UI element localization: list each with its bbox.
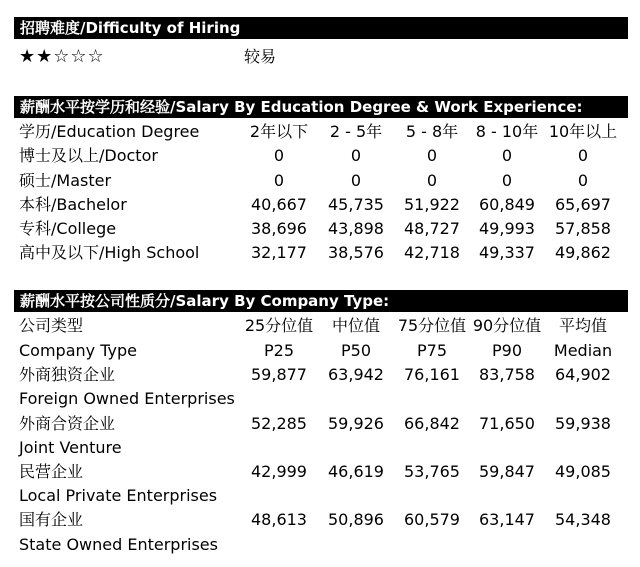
row-value: 46,619 [328, 462, 384, 481]
company-column-header-row-cn [0, 314, 640, 338]
company-col-p90-en: P90 [491, 341, 522, 360]
education-col-degree: 学历/Education Degree [19, 122, 200, 141]
row-value: 71,650 [479, 414, 535, 433]
row-label: 本科/Bachelor [19, 195, 127, 214]
row-value: 66,842 [404, 414, 460, 433]
company-col-p50-en: P50 [340, 341, 371, 360]
row-value: 0 [426, 171, 438, 190]
row-value: 83,758 [479, 365, 535, 384]
row-label-en: Local Private Enterprises [19, 486, 218, 505]
row-label: 博士及以上/Doctor [19, 146, 158, 165]
row-value: 49,862 [555, 243, 611, 262]
rating-text: 较易 [244, 47, 277, 66]
company-column-header-row-en [0, 339, 640, 363]
row-value: 57,858 [555, 219, 611, 238]
row-value: 0 [577, 171, 589, 190]
row-value: 59,938 [555, 414, 611, 433]
row-value: 76,161 [404, 365, 460, 384]
row-value: 52,285 [251, 414, 307, 433]
company-col-p25-cn: 25分位值 [244, 316, 314, 335]
table-row [0, 508, 640, 532]
company-col-median-en: Median [553, 341, 613, 360]
company-col-p50-cn: 中位值 [331, 316, 380, 335]
row-value: 63,942 [328, 365, 384, 384]
difficulty-rating-row [0, 44, 640, 68]
row-value: 60,849 [479, 195, 535, 214]
row-value: 38,576 [328, 243, 384, 262]
row-value: 43,898 [328, 219, 384, 238]
education-col-2-5: 2 - 5年 [329, 122, 383, 141]
company-col-p25-en: P25 [263, 341, 294, 360]
table-row [0, 412, 640, 436]
row-value: 59,877 [251, 365, 307, 384]
row-label-cn: 国有企业 [19, 510, 84, 529]
table-row-en-label [0, 436, 640, 460]
row-label-cn: 外商独资企业 [19, 365, 116, 384]
row-value: 0 [350, 146, 362, 165]
company-col-p75-cn: 75分位值 [397, 316, 467, 335]
row-value: 50,896 [328, 510, 384, 529]
company-header: 薪酬水平按公司性质分/Salary By Company Type: [14, 290, 628, 312]
row-value: 40,667 [251, 195, 307, 214]
rating-stars: ★★☆☆☆ [19, 46, 105, 67]
education-column-header-row [0, 120, 640, 144]
row-value: 38,696 [251, 219, 307, 238]
company-col-p90-cn: 90分位值 [472, 316, 542, 335]
row-value: 0 [426, 146, 438, 165]
row-value: 49,993 [479, 219, 535, 238]
table-row-en-label [0, 533, 640, 557]
table-row [0, 363, 640, 387]
table-row [0, 217, 640, 241]
row-value: 0 [273, 171, 285, 190]
education-col-5-8: 5 - 8年 [405, 122, 459, 141]
row-label-en: Foreign Owned Enterprises [19, 389, 235, 408]
row-value: 51,922 [404, 195, 460, 214]
company-col-type-cn: 公司类型 [19, 316, 84, 335]
row-value: 65,697 [555, 195, 611, 214]
row-value: 59,926 [328, 414, 384, 433]
row-label-en: State Owned Enterprises [19, 535, 218, 554]
table-row [0, 241, 640, 265]
row-label: 硕士/Master [19, 171, 112, 190]
row-value: 60,579 [404, 510, 460, 529]
row-value: 48,727 [404, 219, 460, 238]
table-row [0, 144, 640, 168]
row-label-en: Joint Venture [19, 438, 122, 457]
row-label: 专科/College [19, 219, 117, 238]
row-label: 高中及以下/High School [19, 243, 200, 262]
row-value: 64,902 [555, 365, 611, 384]
row-value: 0 [501, 146, 513, 165]
table-row-en-label [0, 387, 640, 411]
education-col-under-2: 2年以下 [249, 122, 309, 141]
row-value: 54,348 [555, 510, 611, 529]
education-header: 薪酬水平按学历和经验/Salary By Education Degree & Work Experience: [14, 96, 628, 118]
row-value: 0 [501, 171, 513, 190]
company-col-type-en: Company Type [19, 341, 137, 360]
row-value: 49,085 [555, 462, 611, 481]
row-value: 48,613 [251, 510, 307, 529]
education-col-over-10: 10年以上 [548, 122, 618, 141]
table-row [0, 193, 640, 217]
row-value: 53,765 [404, 462, 460, 481]
table-row [0, 169, 640, 193]
row-label-cn: 民营企业 [19, 462, 84, 481]
company-col-p75-en: P75 [416, 341, 447, 360]
row-value: 42,999 [251, 462, 307, 481]
row-value: 0 [273, 146, 285, 165]
table-row [0, 460, 640, 484]
table-row-en-label [0, 484, 640, 508]
difficulty-header: 招聘难度/Difficulty of Hiring [14, 17, 628, 39]
row-label-cn: 外商合资企业 [19, 414, 116, 433]
row-value: 59,847 [479, 462, 535, 481]
row-value: 45,735 [328, 195, 384, 214]
row-value: 0 [350, 171, 362, 190]
row-value: 42,718 [404, 243, 460, 262]
row-value: 63,147 [479, 510, 535, 529]
company-col-avg-cn: 平均值 [558, 316, 607, 335]
row-value: 49,337 [479, 243, 535, 262]
row-value: 32,177 [251, 243, 307, 262]
education-col-8-10: 8 - 10年 [475, 122, 539, 141]
row-value: 0 [577, 146, 589, 165]
